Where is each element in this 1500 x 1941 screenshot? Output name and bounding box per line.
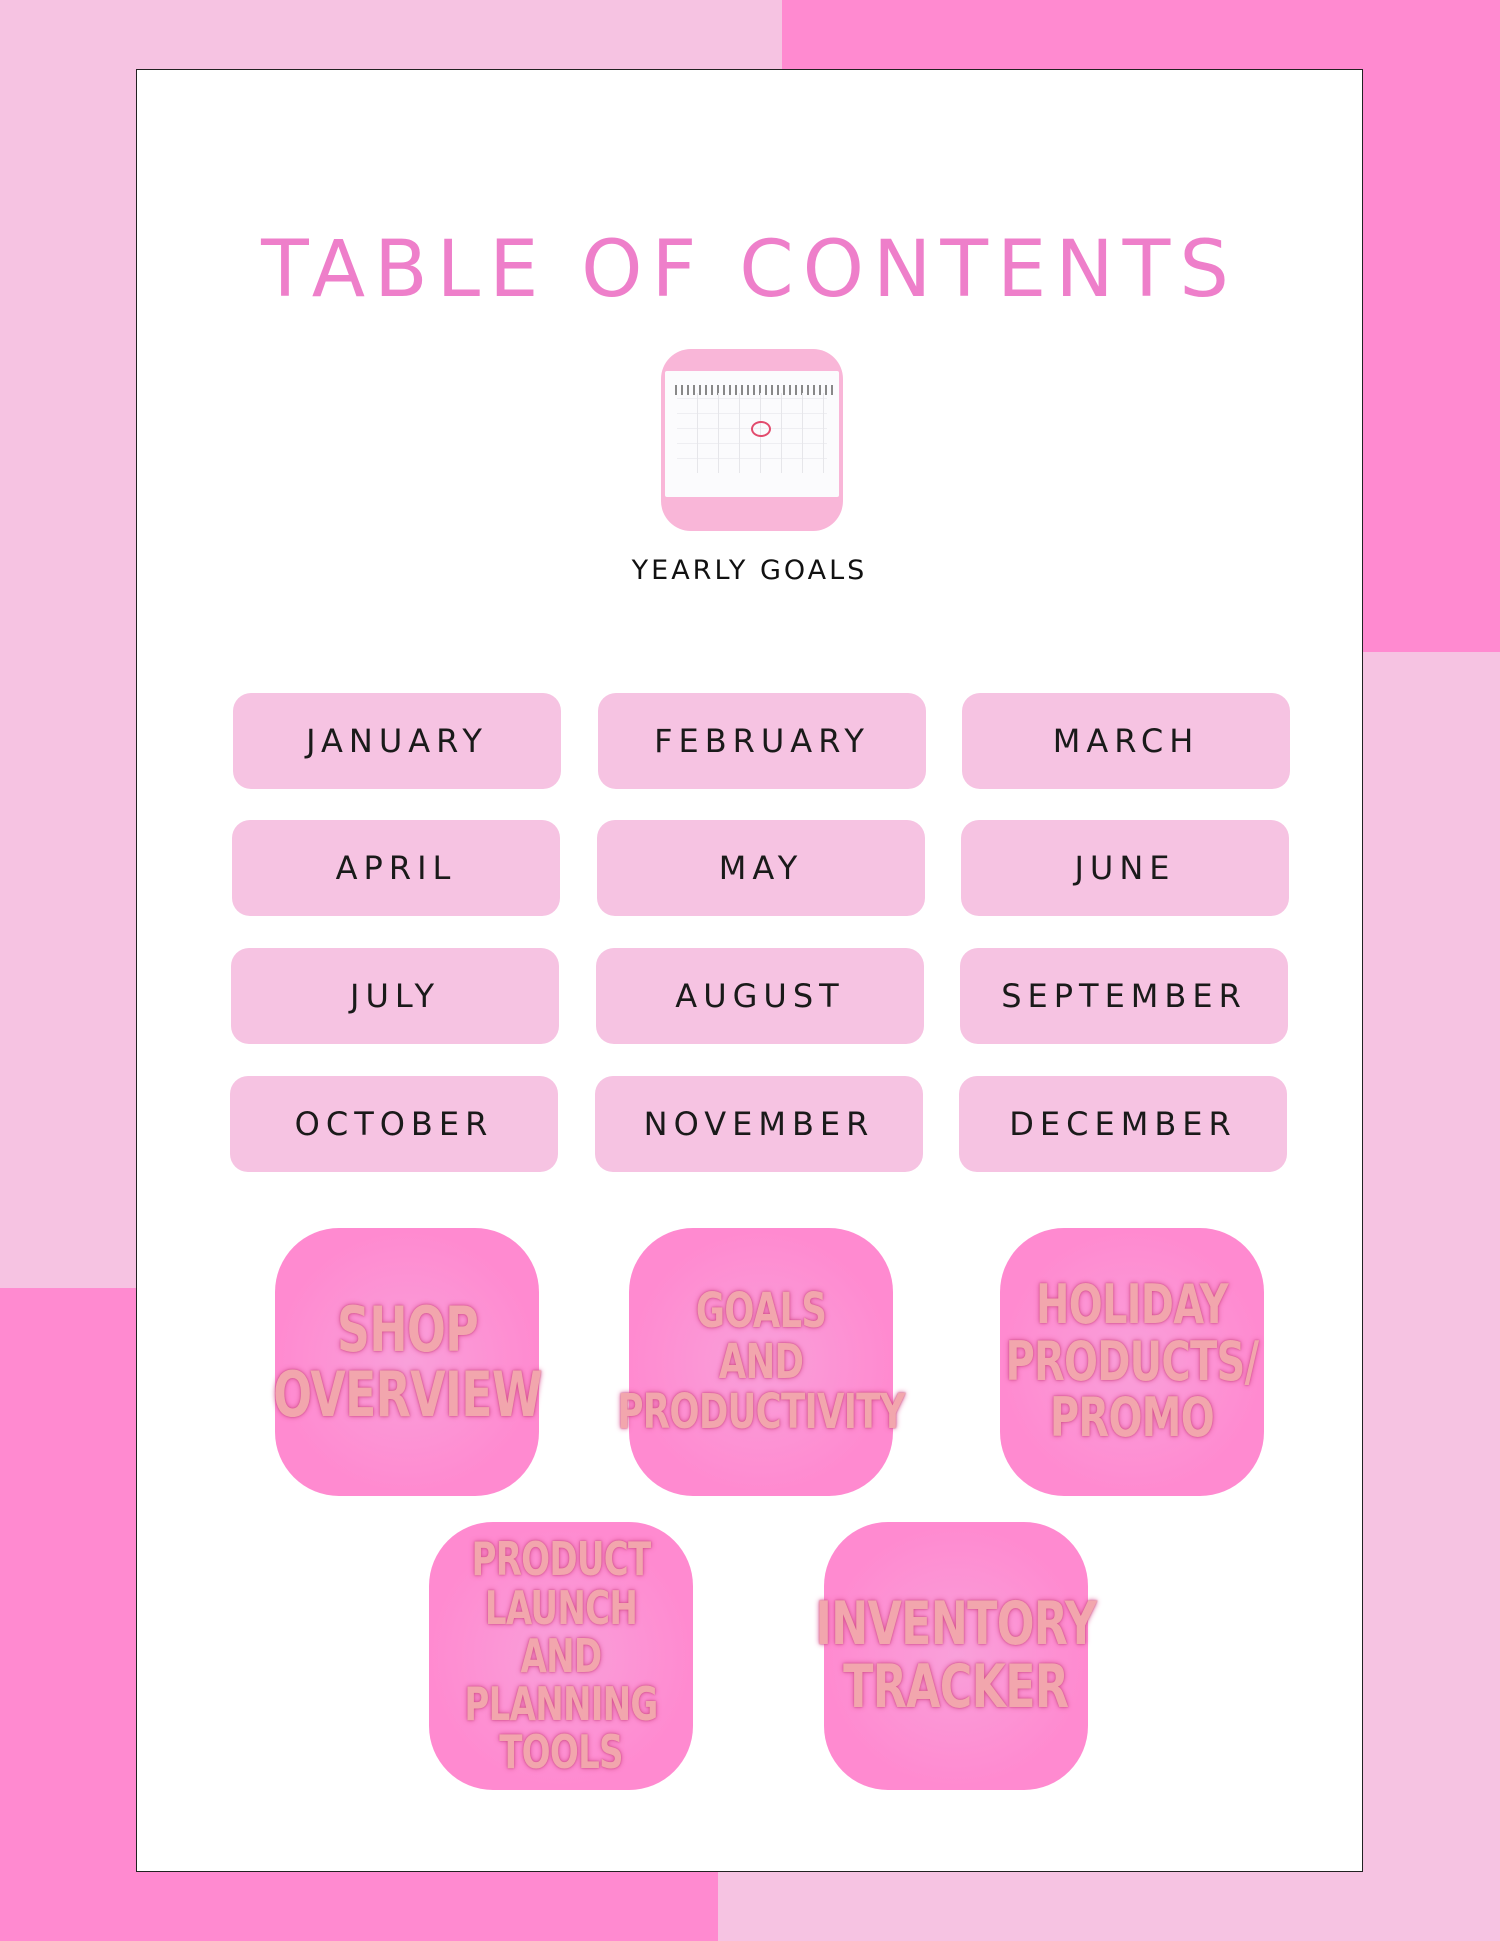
section-tile-label: PRODUCT LAUNCH AND PLANNING TOOLS [464,1532,658,1780]
calendar-paper [665,371,839,497]
month-button-july[interactable]: JULY [231,948,559,1044]
month-button-february[interactable]: FEBRUARY [598,693,926,789]
section-tile-product-launch[interactable] [429,1522,693,1790]
page-title: TABLE OF CONTENTS [261,225,1238,315]
section-tile-inventory-tracker[interactable] [815,1522,1097,1790]
calendar-icon[interactable] [661,349,843,531]
month-button-august[interactable]: AUGUST [596,948,924,1044]
month-button-june[interactable]: JUNE [961,820,1289,916]
month-button-april[interactable]: APRIL [232,820,560,916]
section-tile-shop-overview[interactable] [272,1228,542,1496]
section-tile-label: GOALS AND PRODUCTIVITY [617,1283,905,1441]
month-button-september[interactable]: SEPTEMBER [960,948,1288,1044]
document-page [136,69,1363,1872]
month-button-january[interactable]: JANUARY [233,693,561,789]
month-button-may[interactable]: MAY [597,820,925,916]
month-button-november[interactable]: NOVEMBER [595,1076,923,1172]
section-tile-label: INVENTORY TRACKER [815,1589,1097,1722]
month-button-march[interactable]: MARCH [962,693,1290,789]
month-button-december[interactable]: DECEMBER [959,1076,1287,1172]
section-tile-goals-productivity[interactable] [617,1228,905,1496]
section-tile-holiday-products-promo[interactable] [1000,1228,1264,1496]
calendar-circled-date [751,421,771,437]
yearly-goals-label[interactable]: YEARLY GOALS [631,555,868,586]
month-button-october[interactable]: OCTOBER [230,1076,558,1172]
section-tile-label: SHOP OVERVIEW [272,1292,542,1431]
section-tile-label: HOLIDAY PRODUCTS/ PROMO [1005,1272,1259,1450]
